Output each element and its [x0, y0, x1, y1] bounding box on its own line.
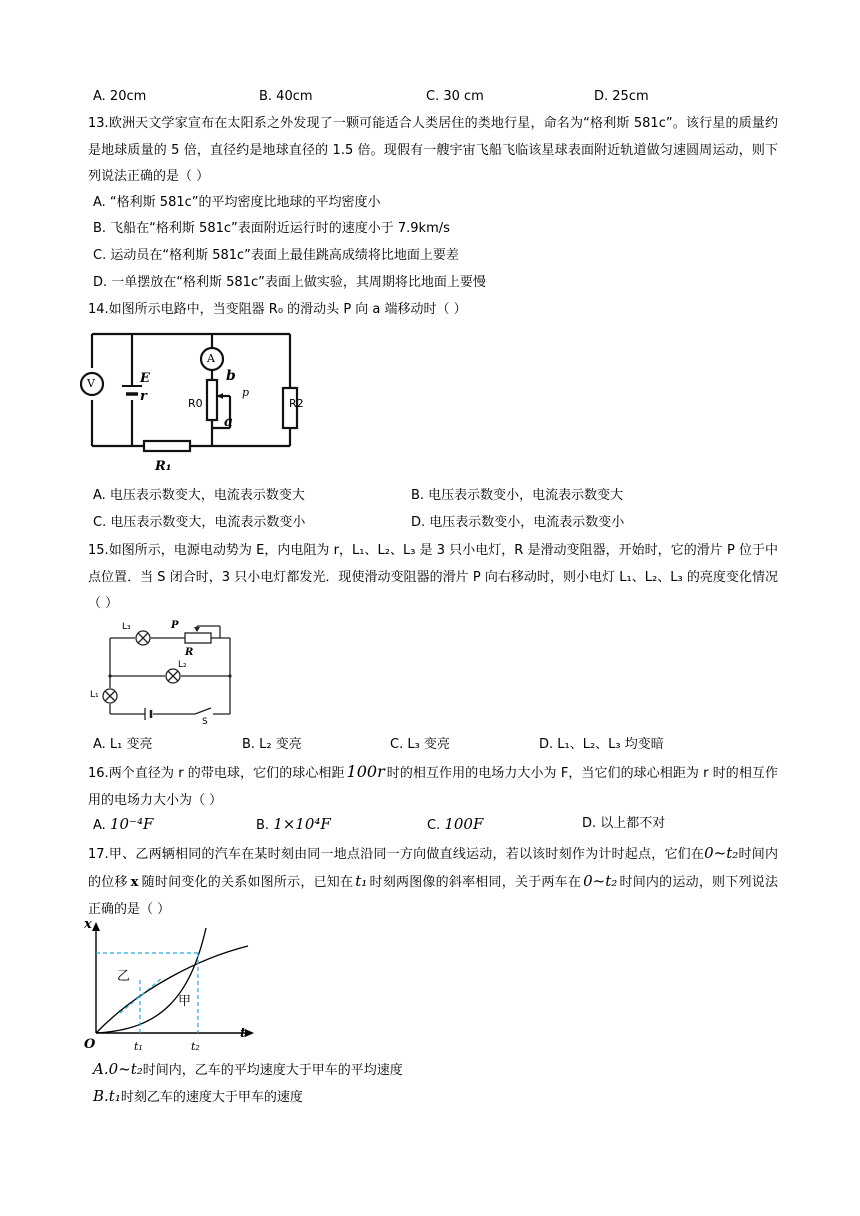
- q16-option-b: B. 1×10⁴F: [256, 815, 331, 833]
- q17-t2-label: t₂: [191, 1040, 200, 1053]
- q17-axis-t-label: t: [240, 1026, 247, 1041]
- q17-series-jia-label: 甲: [178, 994, 192, 1009]
- q16-option-d: D. 以上都不对: [582, 816, 666, 831]
- q14-label-a: a: [224, 414, 234, 430]
- q15-circuit-diagram: [85, 620, 245, 730]
- q15-label-s: S: [202, 717, 208, 727]
- q14-label-r: r: [140, 389, 147, 404]
- q17-stem: 17.甲、乙两辆相同的汽车在某时刻由同一地点沿同一方向做直线运动，若以该时刻作为计时起点，它们在0~t₂时间内的位移 x 随时间变化的关系如图所示，已知在 t₁ 时刻两图像的斜率相同，关于两车在 0~t₂ 时间内的运动，则下列说法正确的是（ ）: [88, 844, 778, 917]
- q16-stem: 16.两个直径为 r 的带电球，它们的球心相距 100r 时的相互作用的电场力大小为 F，当它们的球心相距为 r 时的相互作用的电场力大小为（ ）: [88, 762, 778, 808]
- q14-option-b: B. 电压表示数变小，电流表示数变大: [411, 488, 624, 503]
- q14-label-v: V: [87, 377, 95, 390]
- q14-label-r2: R2: [289, 397, 304, 410]
- q14-label-a-meter: A: [207, 352, 215, 365]
- q12-option-b: B. 40cm: [259, 89, 313, 104]
- q12-option-a: A. 20cm: [93, 89, 147, 104]
- q13-option-b: B. 飞船在“格利斯 581c”表面附近运行时的速度小于 7.9km/s: [93, 221, 450, 236]
- q12-option-d: D. 25cm: [594, 89, 649, 104]
- q16-option-a: A. 10⁻⁴F: [93, 815, 154, 833]
- q12-option-c: C. 30 cm: [426, 89, 484, 104]
- q15-option-d: D. L₁、L₂、L₃ 均变暗: [539, 737, 664, 752]
- q17-option-a: A.0~t₂时间内，乙车的平均速度大于甲车的平均速度: [93, 1060, 403, 1078]
- q17-axis-x-label: x: [84, 917, 92, 932]
- q14-label-p: p: [242, 386, 250, 399]
- q15-label-l3: L₃: [122, 622, 131, 632]
- q17-origin-label: O: [84, 1037, 96, 1052]
- q15-label-l1: L₁: [90, 690, 99, 700]
- q15-label-l2: L₂: [178, 660, 187, 670]
- q17-xt-graph: [80, 918, 260, 1058]
- q16-option-c: C. 100F: [427, 815, 484, 833]
- q15-label-r: R: [185, 647, 194, 658]
- q13-option-c: C. 运动员在“格利斯 581c”表面上最佳跳高成绩将比地面上要差: [93, 248, 459, 263]
- q15-option-a: A. L₁ 变亮: [93, 737, 153, 752]
- q13-stem: 13.欧洲天文学家宣布在太阳系之外发现了一颗可能适合人类居住的类地行星，命名为“格利斯 581c”。该行星的质量约是地球质量的 5 倍，直径约是地球直径的 1.5 倍。现假有一艘宇宙飞船飞临该星球表面附近轨道做匀速圆周运动，则下列说法正确的是（ ）: [88, 116, 778, 184]
- q14-option-a: A. 电压表示数变大，电流表示数变大: [93, 488, 305, 503]
- q15-option-c: C. L₃ 变亮: [390, 737, 450, 752]
- q14-label-b: b: [226, 368, 236, 384]
- q14-label-r1: R₁: [155, 459, 172, 474]
- q14-option-c: C. 电压表示数变大，电流表示数变小: [93, 515, 306, 530]
- q14-stem: 14.如图所示电路中，当变阻器 R₀ 的滑动头 P 向 a 端移动时（ ）: [88, 302, 467, 317]
- q14-option-d: D. 电压表示数变小，电流表示数变小: [411, 515, 625, 530]
- q15-option-b: B. L₂ 变亮: [242, 737, 302, 752]
- q15-label-p: P: [171, 620, 179, 631]
- q14-label-e: E: [140, 371, 150, 386]
- q17-series-yi-label: 乙: [117, 969, 131, 984]
- q15-stem: 15.如图所示，电源电动势为 E，内电阻为 r，L₁、L₂、L₃ 是 3 只小电灯，R 是滑动变阻器，开始时，它的滑片 P 位于中点位置．当 S 闭合时，3 只小电灯都发光．现使滑动变阻器的滑片 P 向右移动时，则小电灯 L₁、L₂、L₃ 的亮度变化情况（ ）: [88, 543, 778, 611]
- q13-option-a: A. “格利斯 581c”的平均密度比地球的平均密度小: [93, 195, 381, 210]
- q14-label-r0: R0: [188, 397, 203, 410]
- q17-option-b: B.t₁时刻乙车的速度大于甲车的速度: [93, 1087, 303, 1105]
- q17-t1-label: t₁: [134, 1040, 143, 1053]
- q13-option-d: D. 一单摆放在“格利斯 581c”表面上做实验，其周期将比地面上要慢: [93, 275, 486, 290]
